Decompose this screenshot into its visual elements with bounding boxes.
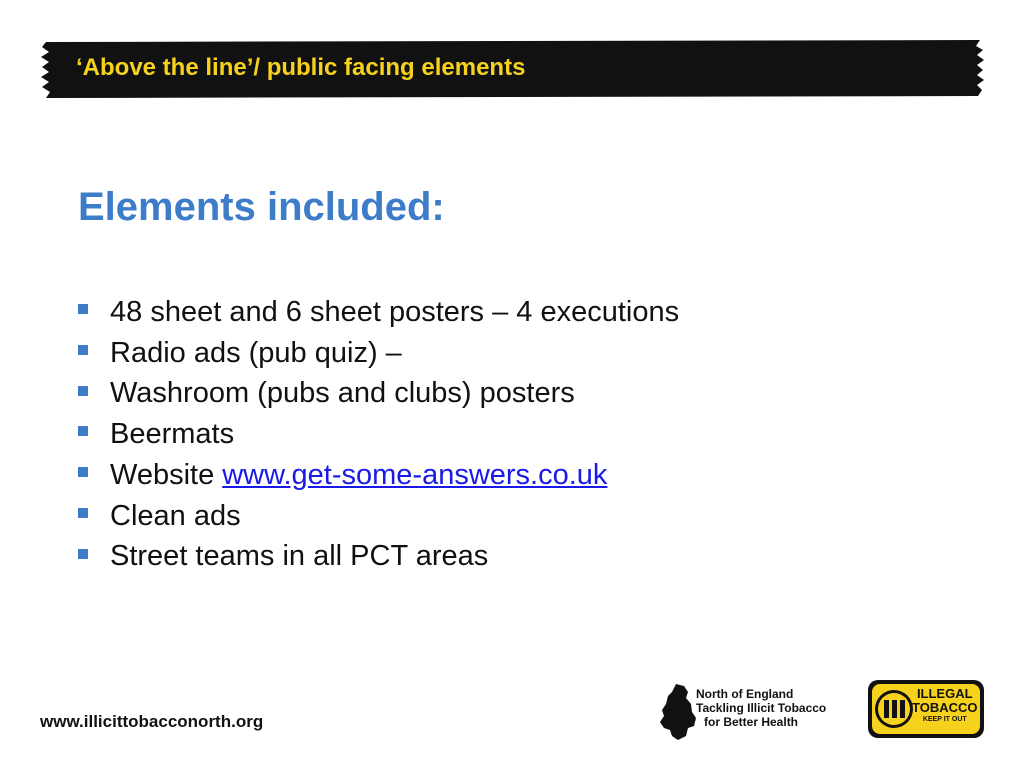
north-logo-line3: for Better Health: [704, 715, 799, 729]
list-item: Radio ads (pub quiz) –: [78, 333, 679, 374]
illegal-tobacco-logo: [866, 678, 986, 740]
banner-title: ‘Above the line’/ public facing elements: [76, 54, 526, 81]
north-of-england-logo: [658, 682, 848, 742]
elements-list: [78, 292, 679, 577]
section-heading: Elements included:: [78, 185, 445, 229]
list-item: Washroom (pubs and clubs) posters: [78, 373, 679, 414]
north-logo-line2: Tackling Illicit Tobacco: [696, 701, 827, 715]
list-item: Street teams in all PCT areas: [78, 536, 679, 577]
list-item: 48 sheet and 6 sheet posters – 4 executions: [78, 292, 679, 333]
list-item: Beermats: [78, 414, 679, 455]
bullet-square-icon: [78, 426, 88, 436]
bullet-square-icon: [78, 549, 88, 559]
bullet-square-icon: [78, 304, 88, 314]
bullet-square-icon: [78, 467, 88, 477]
north-england-map-icon: [658, 682, 698, 742]
bullet-square-icon: [78, 345, 88, 355]
illegal-logo-line3: KEEP IT OUT: [922, 716, 967, 723]
bullet-square-icon: [78, 386, 88, 396]
illegal-logo-line2: TOBACCO: [912, 700, 978, 715]
north-logo-line1: North of England: [696, 687, 794, 701]
illegal-logo-line1: ILLEGAL: [916, 686, 973, 701]
bullet-square-icon: [78, 508, 88, 518]
list-item: Website www.get-some-answers.co.uk: [78, 455, 679, 496]
footer-url: www.illicittobacconorth.org: [40, 712, 264, 731]
list-item: Clean ads: [78, 496, 679, 537]
title-banner: [40, 40, 984, 98]
website-link[interactable]: www.get-some-answers.co.uk: [222, 458, 608, 491]
